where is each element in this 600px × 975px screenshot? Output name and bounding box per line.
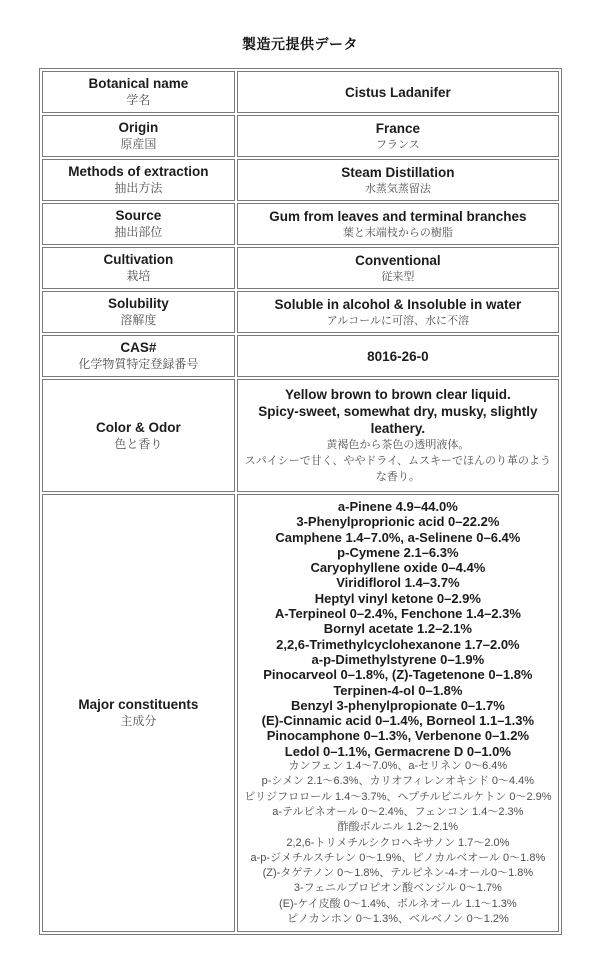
row-label-en: Major constituents — [78, 697, 199, 713]
value-line: 黄褐色から茶色の透明液体。 — [326, 439, 470, 451]
row-value-cell — [237, 379, 558, 492]
row-label-en: Methods of extraction — [68, 164, 209, 179]
value-line: Ledol 0–1.1%, Germacrene D 0–1.0% — [284, 743, 511, 759]
value-line: Viridiflorol 1.4–3.7% — [336, 575, 460, 591]
value-line: 酢酸ボルニル 1.2〜2.1% — [337, 821, 459, 834]
value-line: Conventional — [355, 252, 441, 268]
value-line: (E)-ケイ皮酸 0〜1.4%、ボルネオール 1.1〜1.3% — [279, 897, 517, 910]
value-line: Gum from leaves and terminal branches — [269, 208, 527, 224]
value-line: ビリジフロロール 1.4〜3.7%、ヘプチルビニルケトン 0〜2.9% — [244, 790, 552, 803]
row-label-cell — [42, 335, 236, 377]
value-line: A-Terpineol 0–2.4%, Fenchone 1.4–2.3% — [274, 606, 521, 622]
value-line: Cistus Ladanifer — [344, 84, 451, 100]
row-label-cell — [42, 115, 236, 157]
value-line: a-Pinene 4.9–44.0% — [337, 499, 458, 514]
table-row-3 — [42, 203, 559, 245]
value-line: a-テルピネオール 0〜2.4%、フェンコン 1.4〜2.3% — [272, 805, 524, 818]
value-line: スパイシーで甘く、ややドライ、ムスキーでほんのり革のような香り。 — [244, 455, 551, 483]
value-line: 3-フェニルプロピオン酸ベンジル 0〜1.7% — [293, 882, 502, 895]
value-line: p-Cymene 2.1–6.3% — [337, 544, 459, 560]
row-label-en: Origin — [118, 120, 159, 135]
row-value-cell — [237, 115, 558, 157]
row-label-ja: 抽出部位 — [114, 225, 163, 239]
value-line: a-p-Dimethylstyrene 0–1.9% — [311, 651, 485, 667]
value-line: Benzyl 3-phenylpropionate 0–1.7% — [290, 697, 505, 713]
table-row-1 — [42, 115, 559, 157]
row-label-ja: 原産国 — [120, 137, 157, 151]
row-label-cell — [42, 291, 236, 333]
page-title: 製造元提供データ — [242, 36, 358, 52]
row-label-cell — [42, 203, 236, 245]
row-label-ja: 主成分 — [120, 714, 157, 729]
row-label-en: Botanical name — [88, 76, 189, 91]
value-line: 水蒸気蒸留法 — [364, 182, 431, 195]
row-label-cell — [42, 494, 236, 932]
table-row-8 — [42, 494, 559, 932]
value-line: Caryophyllene oxide 0–4.4% — [310, 560, 486, 576]
value-line: Camphene 1.4–7.0%, a-Selinene 0–6.4% — [275, 529, 521, 545]
row-value-cell — [237, 203, 558, 245]
table-row-7 — [42, 379, 559, 492]
row-label-en: Cultivation — [103, 252, 174, 267]
table-row-5 — [42, 291, 559, 333]
row-label-cell — [42, 247, 236, 289]
value-line: France — [375, 120, 421, 136]
value-line: (E)-Cinnamic acid 0–1.4%, Borneol 1.1–1.3% — [261, 713, 535, 729]
row-label-ja: 色と香り — [114, 436, 163, 451]
row-label-en: Source — [115, 208, 162, 223]
value-line: フランス — [376, 138, 420, 151]
value-line: Soluble in alcohol & Insoluble in water — [274, 296, 522, 312]
row-value-cell — [237, 291, 558, 333]
value-line: Bornyl acetate 1.2–2.1% — [323, 621, 472, 637]
value-line: p-シメン 2.1〜6.3%、カリオフィレンオキシド 0〜4.4% — [261, 775, 535, 788]
row-value-cell — [237, 247, 558, 289]
value-line: Pinocamphone 0–1.3%, Verbenone 0–1.2% — [266, 728, 530, 744]
value-line: 3-Phenylproprionic acid 0–22.2% — [296, 514, 500, 530]
spec-table — [39, 68, 562, 935]
value-line: 2,2,6-Trimethylcyclohexanone 1.7–2.0% — [276, 636, 520, 652]
row-label-en: Color & Odor — [96, 419, 181, 435]
value-line: Pinocarveol 0–1.8%, (Z)-Tagetenone 0–1.8% — [263, 667, 533, 683]
value-line: Terpinen-4-ol 0–1.8% — [333, 682, 463, 698]
value-line: 葉と末端枝からの樹脂 — [342, 226, 453, 239]
row-label-ja: 抽出方法 — [114, 181, 163, 195]
row-label-ja: 溶解度 — [120, 313, 157, 327]
row-label-ja: 化学物質特定登録番号 — [78, 357, 199, 371]
row-label-cell — [42, 71, 236, 113]
value-line: Heptyl vinyl ketone 0–2.9% — [314, 590, 481, 606]
value-line: 2,2,6-トリメチルシクロヘキサノン 1.7〜2.0% — [286, 836, 510, 849]
value-line: カンフェン 1.4〜7.0%、a-セリネン 0〜6.4% — [288, 760, 508, 773]
value-line: a-p-ジメチルスチレン 0〜1.9%、ピノカルベオール 0〜1.8% — [250, 851, 546, 864]
table-row-4 — [42, 247, 559, 289]
table-row-0 — [42, 71, 559, 113]
row-label-en: Solubility — [108, 296, 169, 311]
row-label-ja: 栽培 — [126, 269, 151, 283]
table-row-6 — [42, 335, 559, 377]
row-label-cell — [42, 159, 236, 201]
value-line: Steam Distillation — [341, 164, 455, 180]
value-line: 従来型 — [381, 270, 415, 283]
row-value-cell — [237, 159, 558, 201]
value-line: アルコールに可溶、水に不溶 — [326, 314, 470, 327]
value-line: Spicy-sweet, somewhat dry, musky, slightly leathery. — [258, 404, 538, 436]
row-label-ja: 学名 — [126, 93, 151, 107]
row-value-cell — [237, 71, 558, 113]
table-row-2 — [42, 159, 559, 201]
row-value-cell — [237, 335, 558, 377]
value-line: 8016-26-0 — [367, 348, 429, 364]
row-label-cell — [42, 379, 236, 492]
row-value-cell — [237, 494, 558, 932]
row-label-en: CAS# — [120, 340, 157, 355]
value-line: Yellow brown to brown clear liquid. — [284, 387, 511, 402]
spec-table-body — [42, 71, 559, 932]
value-line: (Z)-タゲテノン 0〜1.8%、テルピネン-4-オール0〜1.8% — [262, 867, 534, 880]
value-line: ピノカンホン 0〜1.3%、ベルベノン 0〜1.2% — [286, 913, 509, 926]
